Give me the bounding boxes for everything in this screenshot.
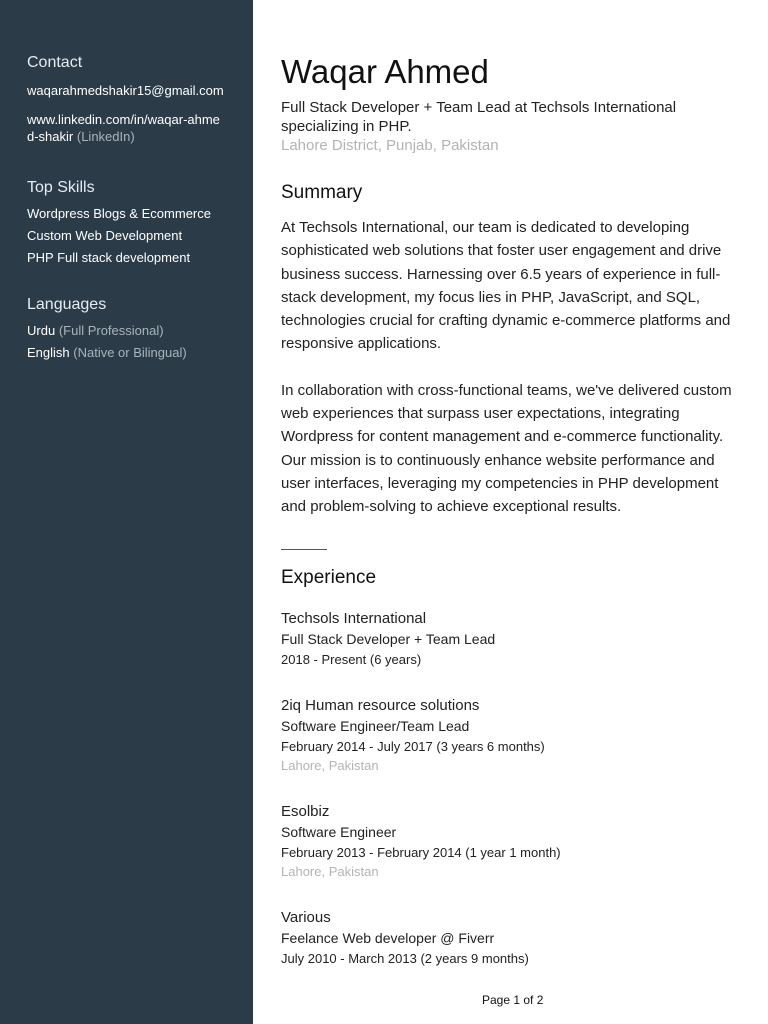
company-name: 2iq Human resource solutions <box>281 696 480 714</box>
job-location: Lahore, Pakistan <box>281 863 379 879</box>
summary-heading: Summary <box>281 182 363 203</box>
experience-item <box>281 696 768 774</box>
job-title: Software Engineer/Team Lead <box>281 717 470 734</box>
skill-item: Custom Web Development <box>27 228 183 243</box>
language-level: (Full Professional) <box>58 323 164 338</box>
linkedin-link[interactable] <box>27 111 226 145</box>
page-number: Page 1 of 2 <box>482 993 544 1007</box>
email-link[interactable]: waqarahmedshakir15@gmail.com <box>27 83 224 98</box>
job-dates: February 2014 - July 2017 (3 years 6 months) <box>281 738 545 754</box>
languages-list <box>27 322 226 361</box>
company-name: Esolbiz <box>281 802 330 820</box>
sidebar <box>0 0 253 1024</box>
company-name: Techsols International <box>281 609 427 627</box>
person-name: Waqar Ahmed <box>281 53 489 90</box>
language-item <box>27 344 226 361</box>
experience-heading: Experience <box>281 566 377 588</box>
location: Lahore District, Punjab, Pakistan <box>281 137 499 154</box>
job-location: Lahore, Pakistan <box>281 757 379 773</box>
company-name: Various <box>281 908 331 926</box>
job-title: Full Stack Developer + Team Lead <box>281 630 496 647</box>
linkedin-url[interactable]: www.linkedin.com/in/waqar-ahmed-shakir <box>27 112 220 144</box>
experience-item <box>281 908 768 967</box>
experience-item <box>281 802 768 880</box>
summary-paragraph: At Techsols International, our team is dedicated to developing sophisticated web solutions that foster user engagement and drive business success. Harnessing over 6.5 years of experience in full-stack development, my focus lies in PHP, JavaScript, and SQL, technologies crucial for crafting dynamic e-commerce platforms and responsive applications. <box>281 219 731 353</box>
job-title: Feelance Web developer @ Fiverr <box>281 929 495 946</box>
skill-item: PHP Full stack development <box>27 250 191 265</box>
skill-item: Wordpress Blogs & Ecommerce <box>27 206 211 221</box>
language-name: English <box>27 345 70 360</box>
job-dates: 2018 - Present (6 years) <box>281 651 422 667</box>
contact-heading: Contact <box>27 54 83 71</box>
summary-paragraph: In collaboration with cross-functional teams, we've delivered custom web experiences that surpass user expectations, integrating Wordpress for content management and e-commerce functionality. Our mission is to continuously enhance website performance and user interfaces, leveraging my competencies in PHP development and problem-solving to achieve exceptional results. <box>281 381 732 516</box>
job-title: Software Engineer <box>281 823 397 840</box>
skills-list <box>27 205 226 266</box>
linkedin-suffix: (LinkedIn) <box>76 129 135 144</box>
experience-item <box>281 609 768 668</box>
job-dates: July 2010 - March 2013 (2 years 9 months) <box>281 950 529 966</box>
job-dates: February 2013 - February 2014 (1 year 1 month) <box>281 844 561 860</box>
language-name: Urdu <box>27 323 56 338</box>
main-content <box>253 0 768 1024</box>
languages-heading: Languages <box>27 296 107 313</box>
headline: Full Stack Developer + Team Lead at Techsols International specializing in PHP. <box>281 99 677 135</box>
language-level: (Native or Bilingual) <box>73 345 187 360</box>
top-skills-heading: Top Skills <box>27 179 95 196</box>
section-divider <box>281 549 327 550</box>
language-item <box>27 322 226 339</box>
